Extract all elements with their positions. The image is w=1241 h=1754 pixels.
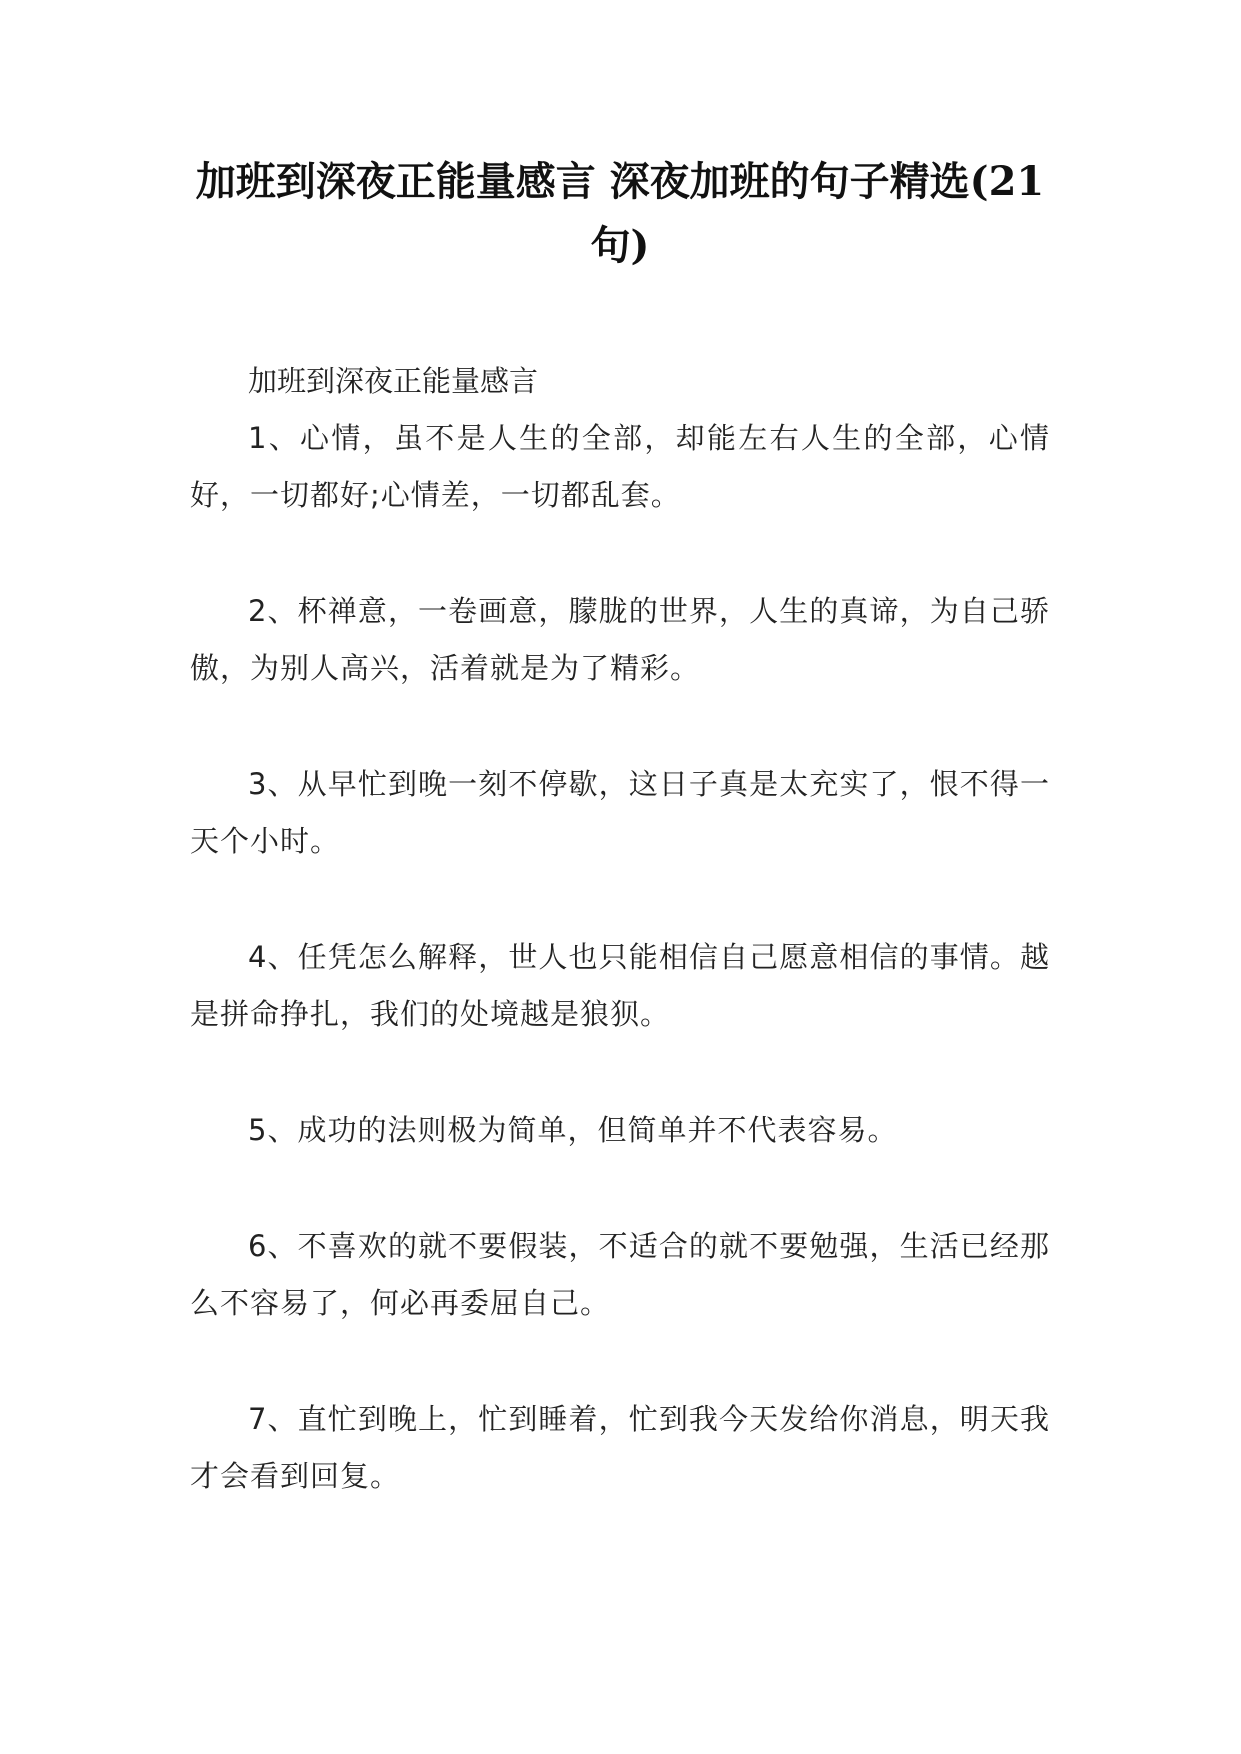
list-item: 7、直忙到晚上，忙到睡着，忙到我今天发给你消息，明天我才会看到回复。 xyxy=(190,1402,1050,1493)
document-body xyxy=(190,353,1050,1564)
list-item: 6、不喜欢的就不要假装，不适合的就不要勉强，生活已经那么不容易了，何必再委屈自己。 xyxy=(190,1229,1050,1320)
document-title: 加班到深夜正能量感言 深夜加班的句子精选(21句) xyxy=(195,158,1045,269)
list-item: 2、杯禅意，一卷画意，朦胧的世界，人生的真谛，为自己骄傲，为别人高兴，活着就是为了精彩。 xyxy=(190,594,1050,685)
list-item: 1、心情，虽不是人生的全部，却能左右人生的全部，心情好，一切都好;心情差，一切都乱套。 xyxy=(190,421,1050,512)
list-item: 5、成功的法则极为简单，但简单并不代表容易。 xyxy=(248,1113,898,1147)
list-item: 4、任凭怎么解释，世人也只能相信自己愿意相信的事情。越是拼命挣扎，我们的处境越是狼狈。 xyxy=(190,940,1050,1031)
section-heading: 加班到深夜正能量感言 xyxy=(248,364,539,398)
list-item: 3、从早忙到晚一刻不停歇，这日子真是太充实了，恨不得一天个小时。 xyxy=(190,767,1050,858)
